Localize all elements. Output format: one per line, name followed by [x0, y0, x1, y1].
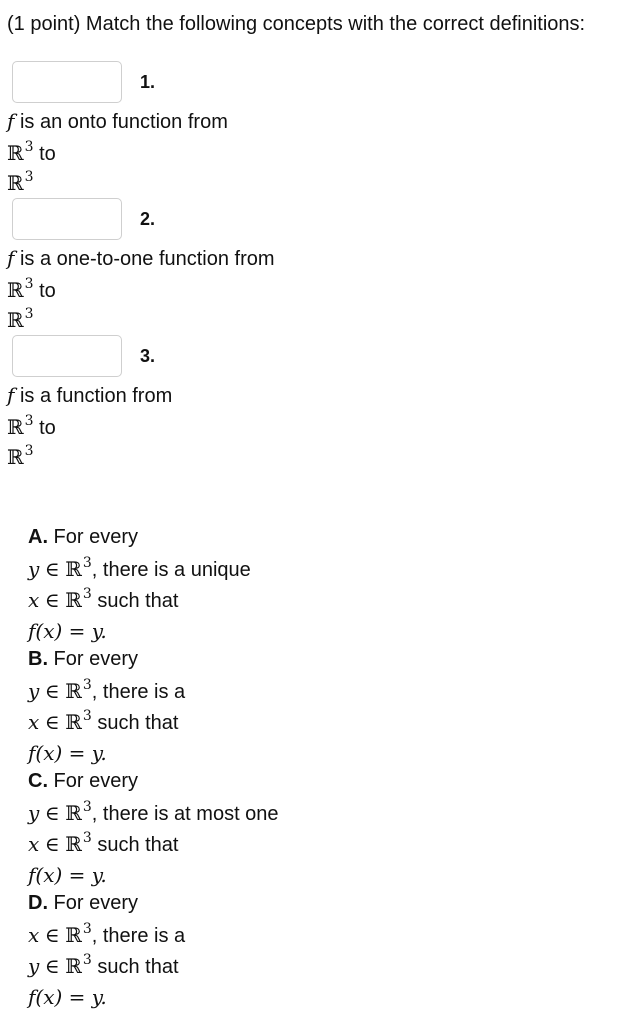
exponent: 3: [24, 276, 34, 292]
item-text: is a function from: [14, 385, 173, 407]
real-set-symbol: ℝ: [65, 679, 82, 703]
function-symbol: f: [7, 109, 15, 133]
option-lead: [28, 648, 138, 671]
option-lead: [28, 770, 138, 793]
element-of-symbol: ∈: [44, 557, 60, 581]
answer-box-3[interactable]: [12, 335, 122, 377]
codomain-line: [7, 171, 34, 196]
exponent: 3: [24, 443, 34, 459]
option-mid-text: , there is at most one: [91, 803, 279, 825]
item-number: 3.: [140, 346, 156, 366]
variable: y: [28, 557, 40, 581]
variable: x: [28, 832, 40, 856]
function-symbol: f: [7, 246, 15, 270]
option-line-3: [28, 588, 178, 613]
codomain-line: [7, 445, 34, 470]
element-of-symbol: ∈: [44, 923, 60, 947]
option-mid-text: , there is a unique: [91, 559, 251, 581]
real-set-symbol: ℝ: [7, 445, 24, 469]
option-mid-text: , there is a: [91, 925, 186, 947]
option-lead-text: For every: [48, 892, 139, 914]
real-set-symbol: ℝ: [7, 308, 24, 332]
domain-line: [7, 278, 56, 303]
to-word: to: [39, 143, 56, 165]
option-tail-text: such that: [91, 834, 179, 856]
option-lead-text: For every: [48, 648, 139, 670]
real-set-symbol: ℝ: [7, 278, 24, 302]
element-of-symbol: ∈: [44, 832, 60, 856]
option-lead-text: For every: [48, 526, 139, 548]
exponent: 3: [24, 306, 34, 322]
exponent: 3: [82, 677, 92, 693]
real-set-symbol: ℝ: [65, 557, 82, 581]
element-of-symbol: ∈: [44, 710, 60, 734]
item-description: [7, 246, 275, 271]
option-line-3: [28, 710, 178, 735]
exponent: 3: [82, 952, 92, 968]
option-tail-text: such that: [91, 712, 179, 734]
element-of-symbol: ∈: [44, 801, 60, 825]
option-lead: [28, 526, 138, 549]
option-line-2: [28, 801, 279, 826]
variable: x: [28, 923, 40, 947]
option-letter: C.: [28, 770, 48, 792]
exponent: 3: [82, 830, 92, 846]
option-tail-text: such that: [91, 590, 179, 612]
exponent: 3: [82, 799, 92, 815]
option-mid-text: , there is a: [91, 681, 186, 703]
real-set-symbol: ℝ: [65, 588, 82, 612]
option-tail-text: such that: [91, 956, 179, 978]
variable: y: [28, 954, 40, 978]
real-set-symbol: ℝ: [65, 832, 82, 856]
exponent: 3: [24, 169, 34, 185]
item-number: 1.: [140, 72, 156, 92]
variable: x: [28, 710, 40, 734]
variable: x: [28, 588, 40, 612]
codomain-line: [7, 308, 34, 333]
exponent: 3: [24, 413, 34, 429]
element-of-symbol: ∈: [44, 954, 60, 978]
option-lead: [28, 892, 138, 915]
exponent: 3: [82, 708, 92, 724]
exponent: 3: [82, 555, 92, 571]
to-word: to: [39, 417, 56, 439]
item-description: [7, 383, 172, 408]
option-equation: f(x) = y.: [28, 863, 107, 887]
item-text: is a one-to-one function from: [14, 248, 275, 270]
option-letter: D.: [28, 892, 48, 914]
domain-line: [7, 415, 56, 440]
variable: y: [28, 801, 40, 825]
element-of-symbol: ∈: [44, 679, 60, 703]
to-word: to: [39, 280, 56, 302]
option-line-3: [28, 954, 179, 979]
option-letter: A.: [28, 526, 48, 548]
exponent: 3: [82, 586, 92, 602]
function-symbol: f: [7, 383, 15, 407]
answer-box-1[interactable]: [12, 61, 122, 103]
real-set-symbol: ℝ: [65, 801, 82, 825]
real-set-symbol: ℝ: [65, 710, 82, 734]
real-set-symbol: ℝ: [7, 171, 24, 195]
option-equation: f(x) = y.: [28, 619, 107, 643]
exponent: 3: [24, 139, 34, 155]
problem-prompt: (1 point) Match the following concepts with the correct definitions:: [7, 13, 586, 35]
option-line-2: [28, 679, 185, 704]
option-lead-text: For every: [48, 770, 139, 792]
item-number: 2.: [140, 209, 156, 229]
answer-box-2[interactable]: [12, 198, 122, 240]
real-set-symbol: ℝ: [65, 923, 82, 947]
option-equation: f(x) = y.: [28, 985, 107, 1009]
option-equation: f(x) = y.: [28, 741, 107, 765]
option-letter: B.: [28, 648, 48, 670]
real-set-symbol: ℝ: [7, 415, 24, 439]
real-set-symbol: ℝ: [7, 141, 24, 165]
item-text: is an onto function from: [14, 111, 228, 133]
domain-line: [7, 141, 56, 166]
variable: y: [28, 679, 40, 703]
option-line-3: [28, 832, 178, 857]
exponent: 3: [82, 921, 92, 937]
option-line-2: [28, 923, 185, 948]
item-description: [7, 109, 228, 134]
element-of-symbol: ∈: [44, 588, 60, 612]
real-set-symbol: ℝ: [65, 954, 82, 978]
option-line-2: [28, 557, 251, 582]
